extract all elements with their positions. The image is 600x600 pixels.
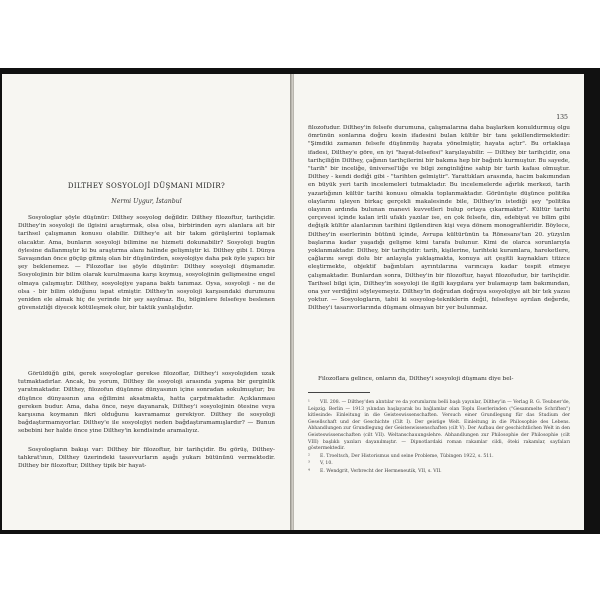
footnote: [308, 400, 570, 453]
footnote-number: ²: [308, 453, 310, 459]
left-body-part-2: [18, 370, 275, 436]
body-paragraph: Filozoflara gelince, onların da, Dilthey'i sosyoloji düşmanı diye bel-: [318, 376, 514, 382]
footnote-text: E. Troeltsch, Der Historismus und seine Probleme, Tübingen 1922, s. 511.: [320, 453, 494, 459]
footnote-text: V, 10.: [320, 461, 333, 467]
footnote: [308, 461, 570, 468]
footnote-rule: [308, 392, 370, 393]
left-body-part-1: [18, 214, 275, 312]
article-author: Nermi Uygur, İstanbul: [111, 198, 182, 205]
footnote: [308, 454, 570, 461]
article-title: DILTHEY SOSYOLOJİ DÜŞMANI MIDIR?: [67, 182, 226, 190]
body-paragraph: Sosyologların bakışı var: Dilthey bir filozoftur, bir tarihçidir. Bu görüş, Dilthey-tahkrat'ının, Dilthey üzerindeki tasavvurların aşağı yukarı bütününü vermektedir. Dilthey bir filozoftur, Dilthey tipik bir hayat-: [18, 447, 275, 470]
footnote-number: ³: [308, 461, 310, 467]
body-paragraph: filozofudur. Dilthey'in felsefe durumuna, çalışmalarına daha başlarken konuldurmuş olgu ömrünün sonlarına doğru kesin ifadesini bulan kültür bir tanı şekillendirmektedir: "Şimdiki zamanın felsefe düşünmüş hayata yönelmiştir, hayata açtır". Bu ortaklaşa ifadesi, Dilthey'e göre, en iyi "hayat-felsefesi" karşılayabilir. — Dilthey bir tarihçidir, ona tarihçiliğin Dilthey, çağının tarihçilerini bir bakıma hep bir bağıntı kurmuştur. Bu sayede, "tarih" bir inceliğe, üniversel'liğe ve bilgi zenginliğine sahip bir tarih kafası olmuştur. Dilthey - kendi dediği gibi - "tarihten gelmiştir". Yarattıkları arasında, hacim bakımından en büyük yeri tarih incelemeleri tutmaktadır. Bu incelemelerde ağırlık merkezi, tarih yazarlığının kültür tarihi konusu olmakla toplanmaktadır. Görünüşte düşünce politika olaylarını işleyen birkaç gerçekli makalesinde bile, Dilthey'in istediği şey "politika olayının ardında bulunan manevi kuvvetleri bulup ortaya çıkarmaktır". Kültür tarihi çerçevesi içinde kalan irili ufaklı yazılar ise, en çok felsefe, din, edebiyat ve bilim gibi değişik kültür alanlarının tarihini ilgilendiren kişi veya dönem monografileridir. Böylece, Dilthey'in eserlerinin bütünü içinde, Avrupa kültürünün ta Rönesans'tan 20. yüzyılın başlarına kadar yaşadığı gelişme kimi tarafa bulunur. Kimi de olarca sorunlarıyla yoklanmaktadır. Dilthey, bir tarihçidir: tarih, kişilerine, tarihteki kuramlara, hareketlere, çağlarını sevgi dolu bir anlayışla yaklaşmakta, konuya ait çeşitli kaynakları titizce eleştirmekte, objektif bağıntıları ayrıntılarına varıncaya kadar tespit etmeye çalışmaktadır. Bunlardan sonra, Dilthey'in bir filozoftur, hayat filozofudur, bir tarihçidir. Tarihsel bilgi için, Dilthey'in sosyoloji ile ilgili kaygılara yer bulamayıp tam bakımından, ona yer verdiğini söyleyemeyiz. Dilthey'in doğrudan doğruya sosyolojiye ait bir tek yazısı yoktur. — Sosyologların, tabii ki sosyolog-tekniklerin değil, felsefeye ayrılan değerde, Dilthey'i tasarıvorlarında düşmanı olmayan bir yer bulunmaz.: [308, 125, 570, 312]
right-body-part-1: [308, 124, 570, 313]
footnote-number: ⁴: [308, 468, 310, 474]
body-paragraph: Sosyologlar şöyle düşünür: Dilthey sosyolog değildir. Dilthey filozoftur, tarihçidir. Dilthey'in sosyoloji ile ilgisini araştırmak, olsa olsa, birbirinden ayrı alanlara ait bir tarihsel çalışmanın konusu olabilir. Dilthey'e ait bir takım görüşlerini toplamak olacaktır. Ama, bunların sosyoloji bilimine ne hizmeti dokunabilir? Sosyoloji bugün öylesine dallanmıştır ki bu araştırma alanı halinde gelişmiştir ki. Dilthey gibi I. Dünya Savaşından önce göçüp gitmiş olan bir düşünürden, sosyolojiye daha pek öyle yapıcı bir şey beklenemez. — Filozoflar ise şöyle düşünür: Dilthey sosyoloji düşmanıdır. Sosyolojinin bir bilim olarak kurulmasına karşı koymuş, sosyolojinin gelişmesine engel olmaya çalışmıştır. Dilthey, sosyolojiye yapana baktı tanımaz. Oysa, sosyoloji - ne de olsa - bir bilim olduğunu ispat etmiştir. Dilthey'in sosyoloji karşısındaki durumunu yeniden ele almak hiç de yerinde bir şey sayılmaz. Bu, bilginlere felsefeye beslenen güvensizliği diyecek kötüleşmek olur, bir taktik yanlışlığıdır.: [18, 215, 275, 312]
right-body-part-2: [308, 375, 570, 383]
page-number: 135: [556, 114, 568, 121]
footnote: [308, 469, 570, 476]
footnote-number: ¹: [308, 400, 310, 405]
footnotes: [308, 400, 570, 477]
footnote-text: E. Wendgrit, Verbrecht der Hermeneutik, VII, s. VII.: [320, 468, 442, 474]
left-page: [2, 74, 292, 530]
right-page: [294, 74, 584, 530]
footnote-text: VII. 208. — Dilthey'den alıntılar ve da yorumlarını belli başlı yayınlar, Dilthey'in — Verlag B. G. Teubner'de, Leipzig. Berlin — 1913 yılından başlayarak bu bağlamlar olan Toplu Eserlerinden ("Gesammelte Schriften") kitlesinde: Einleitung in die Geisteswissenschaften. Versuch einer Grundlegung für das Studium der Gesellschaft und der Geschichte (Cilt I). Der geistige Welt. Einleitung in die Philosophie des Lebens. Abhandlungen zur Grundlegung der Geisteswissenschaften (cilt V). Der Aufbau der geschichtlichen Welt in den Geisteswissenschaften (cilt VII). Weltanschauungslehre. Abhandlungen zur Philosophie der Philosophie (cilt VIII) başlıklı yazıları dayanılmıştır. — Dipnotlardaki roman rakamlar cildi, öteki rakamlar, sayfaları göstermektedir.: [308, 400, 570, 452]
body-paragraph: Görüldüğü gibi, gerek sosyologlar gerekse filozoflar, Dilthey'i sosyolojiden uzak tutmaktadırlar. Ancak, bu yorum, Dilthey ile sosyoloji arasında yapma bir gerginlik yaratmaktadır. Dilthey, filozofun düşünme dünyasının içine sonradan sokulmuştur; bu düşünce dünyasının ana eğilimini aksatmakta, hatta çarpıtmaktadır. Açıklanması gereken budur. Ama, daha önce, neye dayanarak, Dilthey'i sosyolojinin ötesine veya karşısına koymanın fikri olduğunu kavramamız gerekiyor. Dilthey ile sosyoloji bağdaştırmamıyorlar. Dilthey'e ile sosyolojiyi neden bağdaştıramamışlardır? — Bunun sebebini her halde önce yine Dilthey'in kendisinde aramalıyız.: [18, 371, 275, 435]
left-body-part-3: [18, 446, 275, 471]
